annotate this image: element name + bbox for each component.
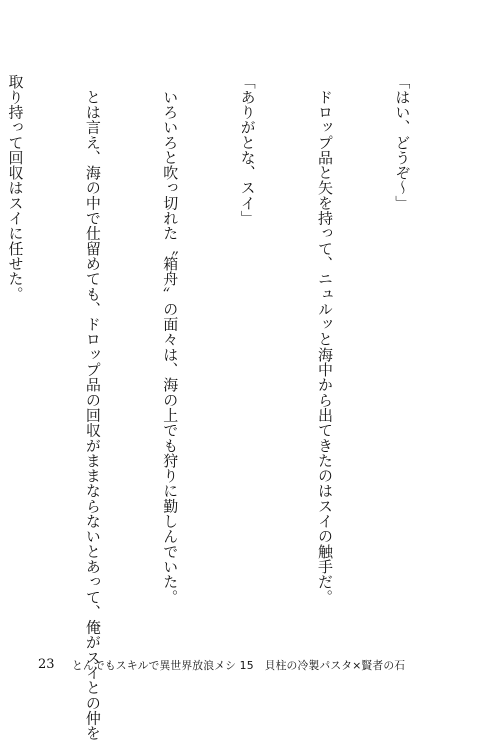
text-line: 「はい、どうぞ～」 xyxy=(393,74,412,211)
text-line: ドロップ品と矢を持って、ニュルッと海中から出てきたのはスイの触手だ。 xyxy=(316,74,335,605)
text-line: とは言え、海の中で仕留めても、ドロップ品の回収がままならないとあって、俺がスイとの仲を xyxy=(83,74,102,741)
text-line: いろいろと吹っ切れた〝箱舟〟の面々は、海の上でも狩りに勤しんでいた。 xyxy=(161,74,180,605)
page-number: 23 xyxy=(38,657,55,672)
page-footer xyxy=(0,657,500,675)
text-line: 取り持って回収はスイに任せた。 xyxy=(6,74,25,302)
text-line: 「ありがとな、スイ」 xyxy=(238,74,257,226)
running-title: とんでもスキルで異世界放浪メシ 15 貝柱の冷製パスタ×賢者の石 xyxy=(72,659,406,672)
